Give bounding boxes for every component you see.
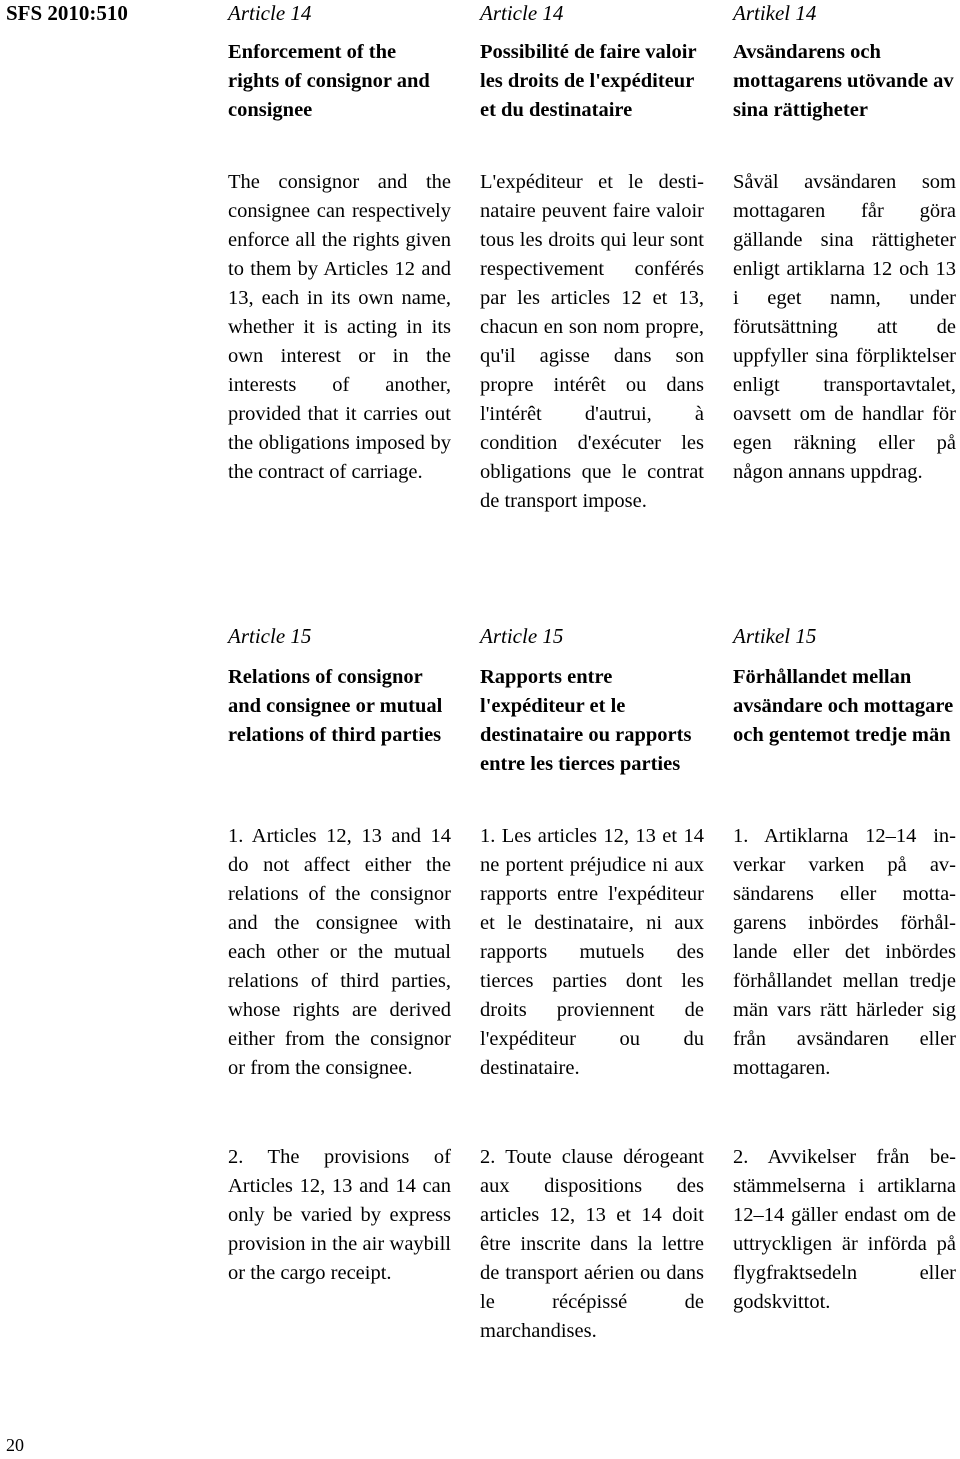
article-14-fr-heading: Possibilité de faire valoir les droits de l'expéditeur et du destinataire (480, 41, 697, 121)
article-14-fr-paragraph: L'expéditeur et le destinataire peuvent faire valoir tous les droits qui leur sont respectivement conférés par les articles 12 et 13, chacun en son nom propre, qu'il agisse dans son propre intérêt ou dans l'intérêt d'autrui, à condition d'exécuter les obligations que le contrat de transport impose. (480, 171, 704, 512)
article-15-sv-paragraph-2: 2. Avvikelser från bestämmelserna i artiklarna 12–14 gäller endast om de uttryckligen är införda på flygfraktsedeln eller godskvittot. (733, 1146, 956, 1313)
article-14-en-heading: Enforcement of the rights of consignor and consignee (228, 41, 430, 121)
page-number: 20 (6, 1435, 24, 1455)
article-14-fr-label: Article 14 (480, 1, 564, 25)
article-15-fr-label: Article 15 (480, 624, 564, 648)
article-15-en-paragraph-1: 1. Articles 12, 13 and 14 do not affect either the relations of the consignor and the consignee with each other or the mutual relations of third parties, whose rights are derived either from the consignor or from the consignee. (228, 825, 451, 1079)
article-15-en-label: Article 15 (228, 624, 312, 648)
article-15-fr-heading: Rapports entre l'expéditeur et le destinataire ou rapports entre les tierces parties (480, 666, 692, 775)
article-14-en-paragraph: The consignor and the consignee can respectively enforce all the rights given to them by Articles 12 and 13, each in its own name, whether it is acting in its own interest or in the interests of another, provided that it carries out the obligations imposed by the contract of carriage. (228, 171, 451, 483)
article-15-fr-paragraph-2: 2. Toute clause dérogeant aux dispositions des articles 12, 13 et 14 doit être inscrite dans la lettre de transport aérien ou dans le récépissé de marchandises. (480, 1146, 704, 1342)
article-15-fr-paragraph-1: 1. Les articles 12, 13 et 14 ne portent préjudice ni aux rapports entre l'expéditeur et le destinataire, ni aux rapports mutuels des tierces parties dont les droits proviennent de l'expéditeur ou du destinataire. (480, 825, 704, 1079)
article-15-sv-paragraph-1: 1. Artiklarna 12–14 inverkar varken på avsändarens eller mottagarens inbördes förhållande eller det inbördes förhållandet mellan tredje män vars rätt härleder sig från avsändaren eller mottagaren. (733, 825, 956, 1079)
document-reference: SFS 2010:510 (6, 1, 128, 25)
article-14-sv-label: Artikel 14 (733, 1, 817, 25)
article-15-sv-label: Artikel 15 (733, 624, 817, 648)
article-15-en-heading: Relations of consignor and consignee or mutual relations of third parties (228, 666, 443, 746)
article-14-sv-heading: Avsändarens och mottagarens utövande av sina rättigheter (733, 41, 954, 121)
article-14-sv-paragraph: Såväl avsändaren som mottagaren får göra gällande sina rättigheter enligt artiklarna 12 och 13 i eget namn, under förutsättning att de uppfyller sina förpliktelser enligt transportavtalet, oavsett om de handlar för egen räkning eller på någon annans uppdrag. (733, 171, 956, 483)
article-15-sv-heading: Förhållandet mellan avsändare och mottagare och gentemot tredje män (733, 666, 954, 746)
article-14-en-label: Article 14 (228, 1, 312, 25)
article-15-en-paragraph-2: 2. The provisions of Articles 12, 13 and 14 can only be varied by express provision in the air waybill or the cargo receipt. (228, 1146, 451, 1284)
